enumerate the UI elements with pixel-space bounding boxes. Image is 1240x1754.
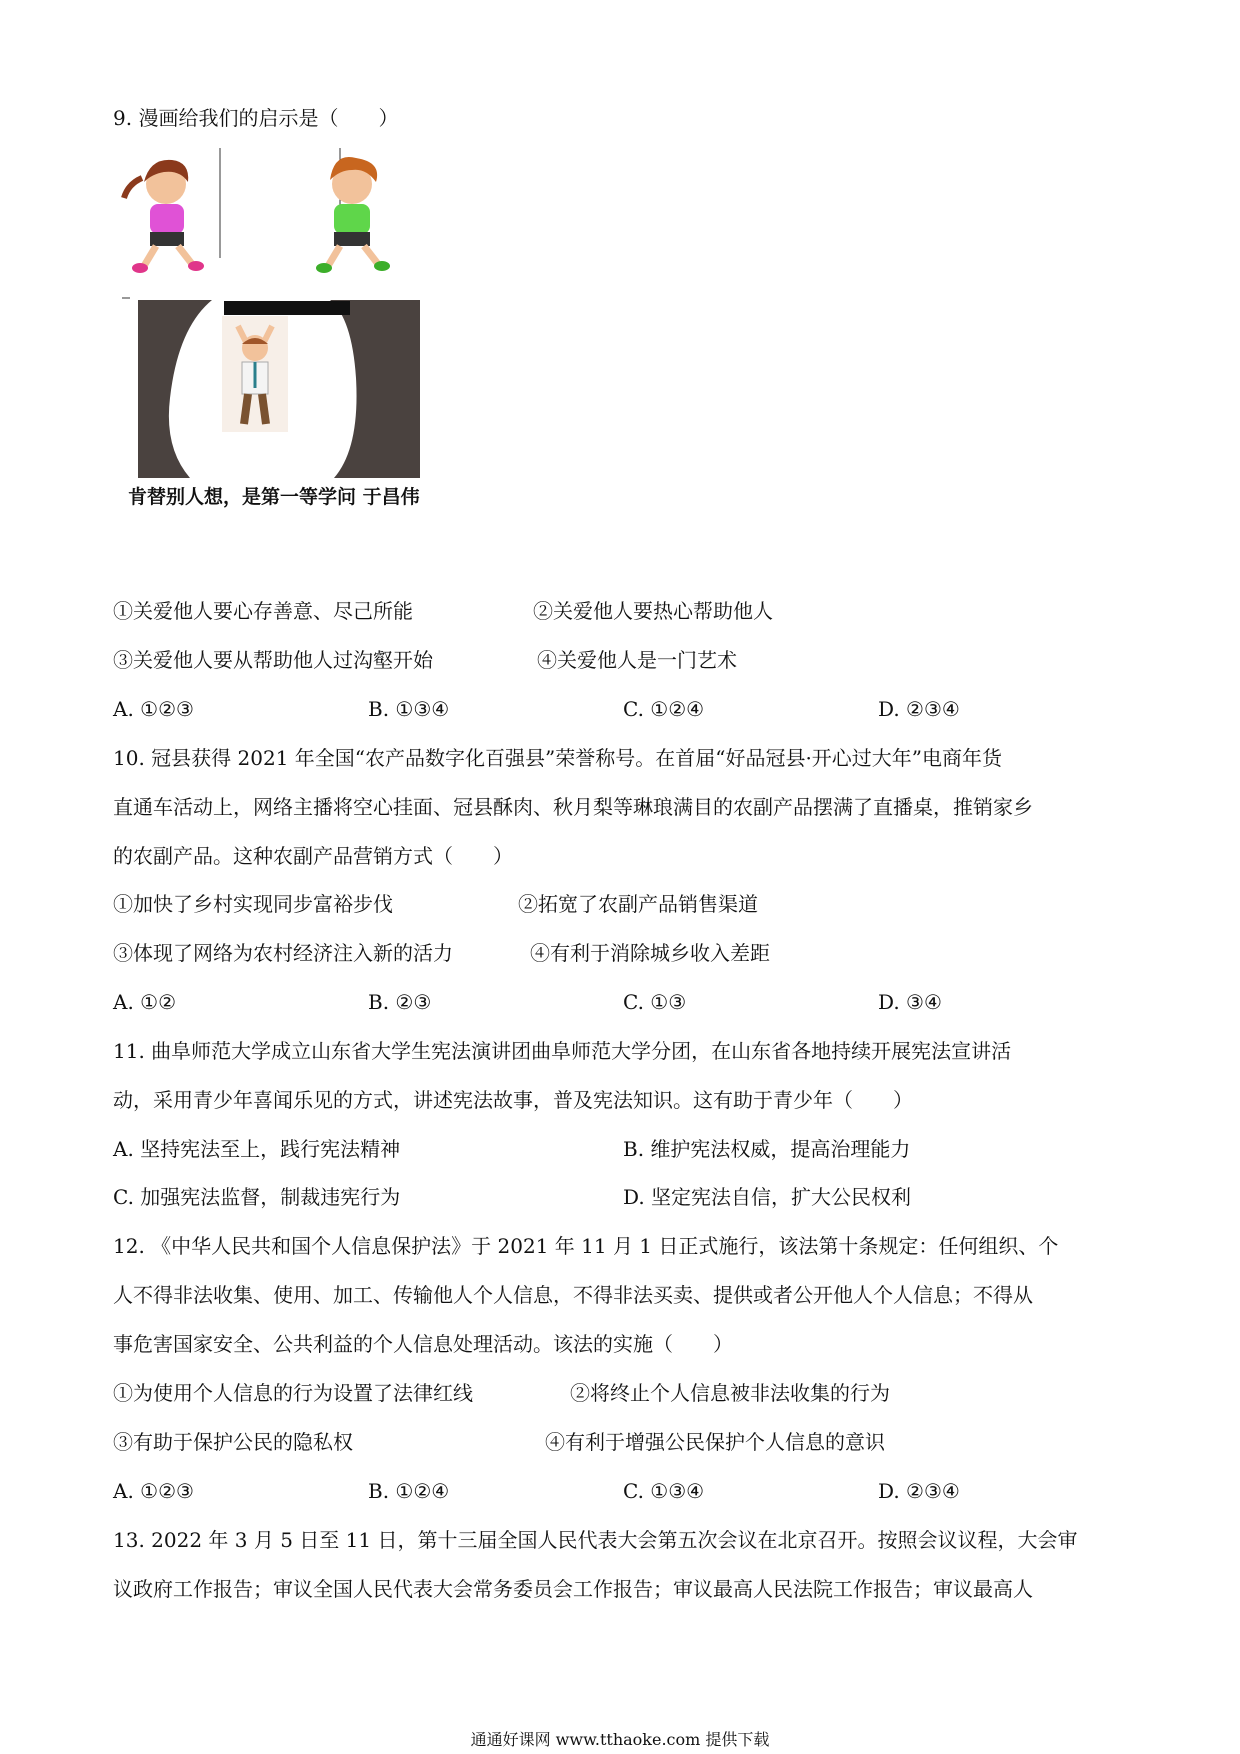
q10-choice-b: B. ②③: [368, 990, 432, 1014]
q12-option-2: ②将终止个人信息被非法收集的行为: [570, 1381, 890, 1405]
q12-choice-a: A. ①②③: [113, 1479, 194, 1503]
q10-option-1: ①加快了乡村实现同步富裕步伐: [113, 892, 393, 916]
page-footer: 通通好课网 www.tthaoke.com 提供下载: [470, 1730, 770, 1749]
q13-stem-line2: 议政府工作报告；审议全国人民代表大会常务委员会工作报告；审议最高人民法院工作报告；审议最高人: [113, 1577, 1033, 1601]
q9-choice-b: B. ①③④: [368, 697, 450, 721]
q9-option-1: ①关爱他人要心存善意、尽己所能: [113, 599, 413, 623]
man-holding-bridge-figure: [222, 316, 288, 432]
q12-option-4: ④有利于增强公民保护个人信息的意识: [545, 1430, 885, 1454]
bridge-bar: [224, 301, 350, 315]
q9-option-2: ②关爱他人要热心帮助他人: [533, 599, 773, 623]
q12-choice-b: B. ①②④: [368, 1479, 450, 1503]
q10-choice-d: D. ③④: [878, 990, 942, 1014]
q12-stem-line1: 12. 《中华人民共和国个人信息保护法》于 2021 年 11 月 1 日正式施行，该法第十条规定：任何组织、个: [113, 1234, 1059, 1258]
q10-stem-line1: 10. 冠县获得 2021 年全国“农产品数字化百强县”荣誉称号。在首届“好品冠县·开心过大年”电商年货: [113, 746, 1003, 770]
q10-choice-c: C. ①③: [623, 990, 687, 1014]
right-cliff: [330, 300, 420, 478]
q9-option-4: ④关爱他人是一门艺术: [537, 648, 737, 672]
q10-option-2: ②拓宽了农副产品销售渠道: [518, 892, 758, 916]
q11-choice-a: A. 坚持宪法至上，践行宪法精神: [113, 1137, 401, 1161]
q11-choice-c: C. 加强宪法监督，制裁违宪行为: [113, 1185, 401, 1209]
q11-choice-b: B. 维护宪法权威，提高治理能力: [623, 1137, 911, 1161]
q11-stem-line1: 11. 曲阜师范大学成立山东省大学生宪法演讲团曲阜师范大学分团，在山东省各地持续开展宪法宣讲活: [113, 1039, 1012, 1063]
q9-stem: 9. 漫画给我们的启示是（ ）: [113, 106, 399, 130]
q12-option-1: ①为使用个人信息的行为设置了法律红线: [113, 1381, 473, 1405]
q9-option-3: ③关爱他人要从帮助他人过沟壑开始: [113, 648, 433, 672]
q10-option-3: ③体现了网络为农村经济注入新的活力: [113, 941, 453, 965]
q11-choice-d: D. 坚定宪法自信，扩大公民权利: [623, 1185, 912, 1209]
q9-choice-c: C. ①②④: [623, 697, 705, 721]
left-cliff: [138, 300, 212, 478]
q12-stem-line3: 事危害国家安全、公共利益的个人信息处理活动。该法的实施（ ）: [113, 1332, 733, 1356]
q9-choice-a: A. ①②③: [113, 697, 194, 721]
q10-stem-line3: 的农副产品。这种农副产品营销方式（ ）: [113, 844, 513, 868]
q10-option-4: ④有利于消除城乡收入差距: [530, 941, 770, 965]
cartoon-illustration: [120, 148, 450, 478]
q12-option-3: ③有助于保护公民的隐私权: [113, 1430, 353, 1454]
q13-stem-line1: 13. 2022 年 3 月 5 日至 11 日，第十三届全国人民代表大会第五次会议在北京召开。按照会议议程，大会审: [113, 1528, 1078, 1552]
q9-choice-d: D. ②③④: [878, 697, 960, 721]
cartoon-caption: 肯替别人想，是第一等学问 于昌伟: [128, 486, 420, 508]
boy-runner-figure: [316, 157, 390, 273]
q10-stem-line2: 直通车活动上，网络主播将空心挂面、冠县酥肉、秋月梨等琳琅满目的农副产品摆满了直播桌，推销家乡: [113, 795, 1033, 819]
q12-choice-c: C. ①③④: [623, 1479, 705, 1503]
q12-choice-d: D. ②③④: [878, 1479, 960, 1503]
q12-stem-line2: 人不得非法收集、使用、加工、传输他人个人信息，不得非法买卖、提供或者公开他人个人信息；不得从: [113, 1283, 1033, 1307]
girl-runner-figure: [124, 160, 204, 273]
q10-choice-a: A. ①②: [113, 990, 177, 1014]
q11-stem-line2: 动，采用青少年喜闻乐见的方式，讲述宪法故事，普及宪法知识。这有助于青少年（ ）: [113, 1088, 913, 1112]
